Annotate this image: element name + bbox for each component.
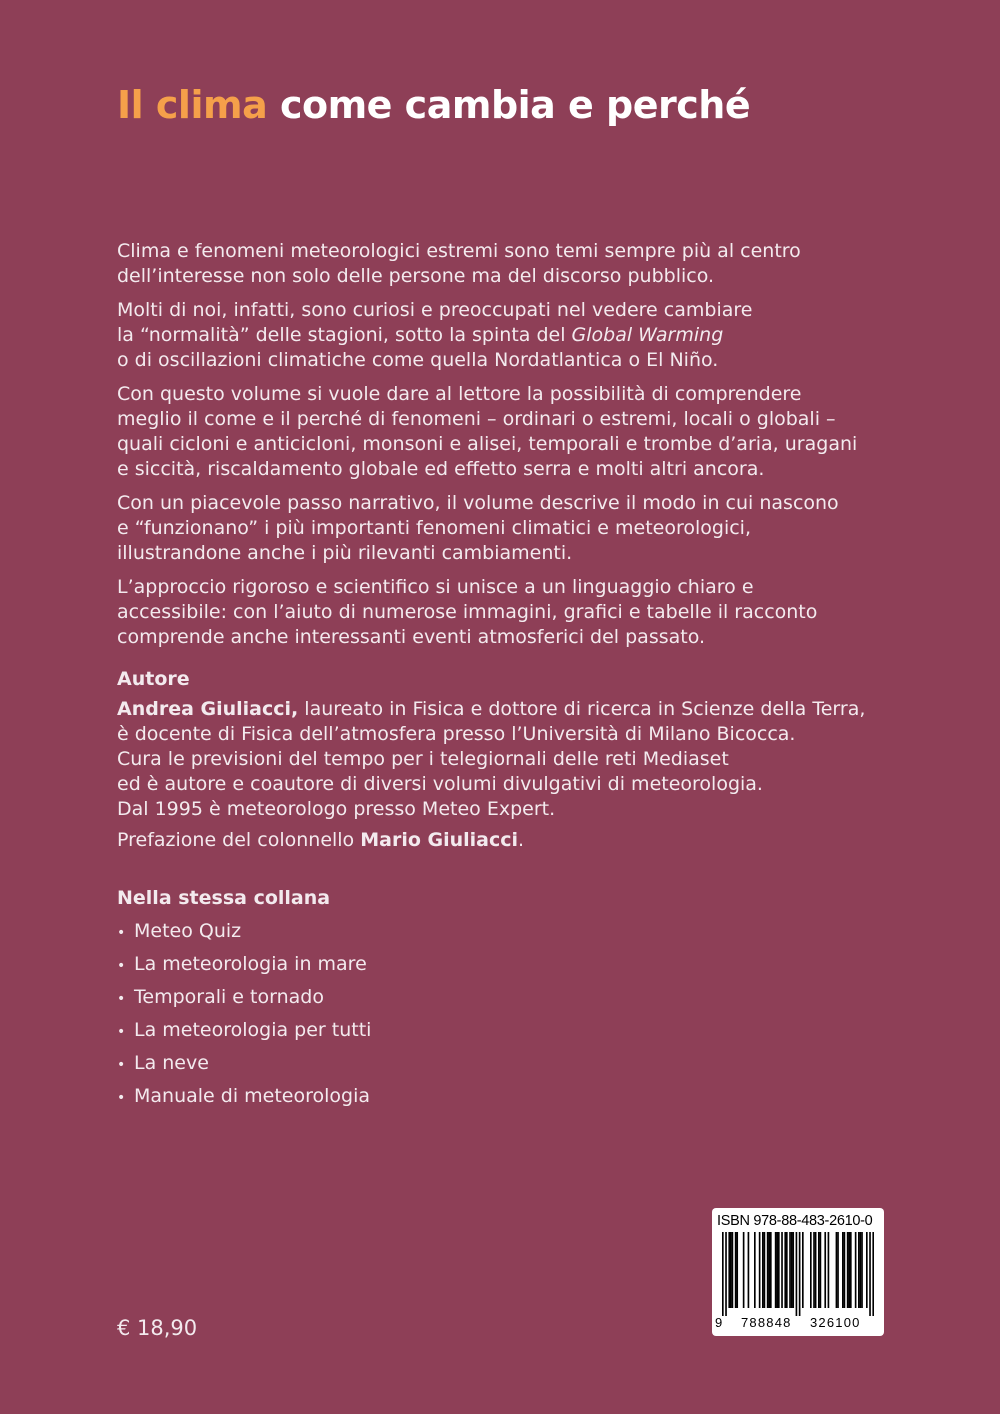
series-item-label: Manuale di meteorologia [134, 1085, 371, 1107]
barcode-bar [791, 1232, 793, 1308]
barcode-bar [796, 1232, 798, 1316]
ean-first-digit: 9 [715, 1315, 724, 1330]
barcode-bar [722, 1232, 724, 1316]
description-paragraph-4 [117, 491, 897, 566]
barcode-bar [799, 1232, 801, 1316]
barcode-bar [850, 1232, 852, 1308]
text-line: e “funzionano” i più importanti fenomeni climatici e meteorologici, [117, 517, 751, 539]
barcode-bar [855, 1232, 857, 1308]
barcode-bar [828, 1232, 830, 1308]
author-heading: Autore [117, 668, 190, 690]
barcode-bar [836, 1232, 838, 1308]
ean-left-digits: 788848 [741, 1315, 792, 1330]
barcode-bar [743, 1232, 745, 1308]
barcode-bar [759, 1232, 761, 1308]
text-line [117, 323, 897, 348]
text-segment: . [518, 829, 525, 851]
barcode-bar [748, 1232, 750, 1308]
series-item-label: La neve [134, 1052, 209, 1074]
barcode-bar [869, 1232, 871, 1316]
description-paragraph-2 [117, 298, 897, 373]
barcode-bar [792, 1232, 794, 1308]
series-item-label: La meteorologia per tutti [134, 1019, 372, 1041]
description-paragraph-3 [117, 382, 897, 482]
barcode-bar [858, 1232, 860, 1308]
barcode-bar [842, 1232, 844, 1308]
text-line: quali cicloni e anticicloni, monsoni e alisei, temporali e trombe d’aria, uragani [117, 433, 858, 455]
price: € 18,90 [117, 1316, 198, 1340]
barcode-bar [764, 1232, 766, 1308]
text-line: Molti di noi, infatti, sono curiosi e preoccupati nel vedere cambiare [117, 299, 753, 321]
barcode-bar [866, 1232, 868, 1308]
barcode-bar [789, 1232, 791, 1308]
isbn-label: ISBN 978-88-483-2610-0 [717, 1213, 873, 1229]
isbn-barcode [712, 1208, 884, 1336]
text-line: L’approccio rigoroso e scientifico si unisce a un linguaggio chiaro e [117, 576, 754, 598]
series-item [117, 1048, 371, 1081]
text-line: dell’interesse non solo delle persone ma del discorso pubblico. [117, 265, 715, 287]
text-line: accessibile: con l’aiuto di numerose immagini, grafici e tabelle il racconto [117, 601, 818, 623]
text-line: è docente di Fisica dell’atmosfera presso l’Università di Milano Bicocca. [117, 723, 796, 745]
text-line: Con un piacevole passo narrativo, il volume descrive il modo in cui nascono [117, 492, 839, 514]
barcode-bar [815, 1232, 817, 1308]
barcode-bar [848, 1232, 850, 1308]
bullet-icon: • [117, 958, 126, 974]
series-item [117, 1015, 371, 1048]
series-item-label: Temporali e tornado [134, 986, 324, 1008]
barcode-bar [820, 1232, 822, 1308]
italic-term: Global Warming [571, 324, 724, 346]
description-paragraph-5 [117, 575, 897, 650]
barcode-bar [730, 1232, 732, 1308]
barcode-bar [736, 1232, 738, 1308]
barcode-bar [786, 1232, 788, 1308]
series-list [117, 916, 371, 1114]
barcode-bar [784, 1232, 786, 1308]
barcode-bar [802, 1232, 804, 1308]
bullet-icon: • [117, 1024, 126, 1040]
preface-author-name: Mario Giuliacci [360, 829, 519, 851]
barcode-bar [818, 1232, 820, 1308]
barcode-bar [781, 1232, 783, 1308]
text-line: meglio il come e il perché di fenomeni – ordinari o estremi, locali o globali – [117, 408, 836, 430]
bullet-icon: • [117, 925, 126, 941]
text-line: Dal 1995 è meteorologo presso Meteo Expert. [117, 798, 556, 820]
series-item-label: Meteo Quiz [134, 920, 242, 942]
series-item-label: La meteorologia in mare [134, 953, 367, 975]
bullet-icon: • [117, 991, 126, 1007]
barcode-bar [767, 1232, 769, 1308]
text-line [117, 828, 907, 853]
text-segment: Prefazione del colonnello [117, 829, 361, 851]
text-line: comprende anche interessanti eventi atmosferici del passato. [117, 626, 706, 648]
barcode-bar [768, 1232, 770, 1308]
bullet-icon: • [117, 1057, 126, 1073]
text-segment: laureato in Fisica e dottore di ricerca in Scienze della Terra, [298, 698, 866, 720]
series-item [117, 949, 371, 982]
barcode-bar [847, 1232, 849, 1308]
barcode-bar [872, 1232, 874, 1316]
barcode-bar [725, 1232, 727, 1316]
barcode-bar [813, 1232, 815, 1308]
bullet-icon: • [117, 1090, 126, 1106]
barcode-bar [770, 1232, 772, 1308]
barcode-bar [860, 1232, 862, 1308]
author-bio [117, 697, 907, 822]
text-line: Clima e fenomeni meteorologici estremi sono temi sempre più al centro [117, 240, 801, 262]
barcode-bar [754, 1232, 756, 1308]
text-line: o di oscillazioni climatiche come quella Nordatlantica o El Niño. [117, 349, 719, 371]
text-line: ed è autore e coautore di diversi volumi divulgativi di meteorologia. [117, 773, 763, 795]
barcode-bar [837, 1232, 839, 1308]
barcode-bar [778, 1232, 780, 1308]
title-rest: come cambia e perché [267, 83, 751, 127]
ean-right-digits: 326100 [810, 1315, 861, 1330]
text-line: Con questo volume si vuole dare al lettore la possibilità di comprendere [117, 383, 802, 405]
barcode-bar [735, 1232, 737, 1308]
text-segment: la “normalità” delle stagioni, sotto la spinta del [117, 324, 572, 346]
title-accent: Il clima [117, 83, 268, 127]
preface-credit [117, 828, 907, 853]
barcode-bar [824, 1232, 826, 1308]
barcode-bar [775, 1232, 777, 1308]
text-line: illustrandone anche i più rilevanti cambiamenti. [117, 542, 573, 564]
description-paragraph-1 [117, 239, 897, 289]
book-title [117, 82, 750, 128]
barcode-bar [810, 1232, 812, 1308]
book-description [117, 239, 897, 659]
barcode-bar [728, 1232, 730, 1308]
series-item [117, 982, 371, 1015]
barcode-bar [762, 1232, 764, 1308]
barcode-bar [732, 1232, 734, 1308]
barcode-bar [776, 1232, 778, 1308]
series-item [117, 1081, 371, 1114]
barcode-bars [722, 1232, 874, 1316]
text-line: e siccità, riscaldamento globale ed effetto serra e molti altri ancora. [117, 458, 765, 480]
barcode-bar [844, 1232, 846, 1308]
barcode-bar [861, 1232, 863, 1308]
author-name: Andrea Giuliacci, [117, 698, 299, 720]
text-line [117, 697, 907, 722]
series-heading: Nella stessa collana [117, 887, 331, 909]
series-item [117, 916, 371, 949]
author-section [117, 667, 907, 859]
text-line: Cura le previsioni del tempo per i telegiornali delle reti Mediaset [117, 748, 729, 770]
series-section [117, 886, 371, 1114]
